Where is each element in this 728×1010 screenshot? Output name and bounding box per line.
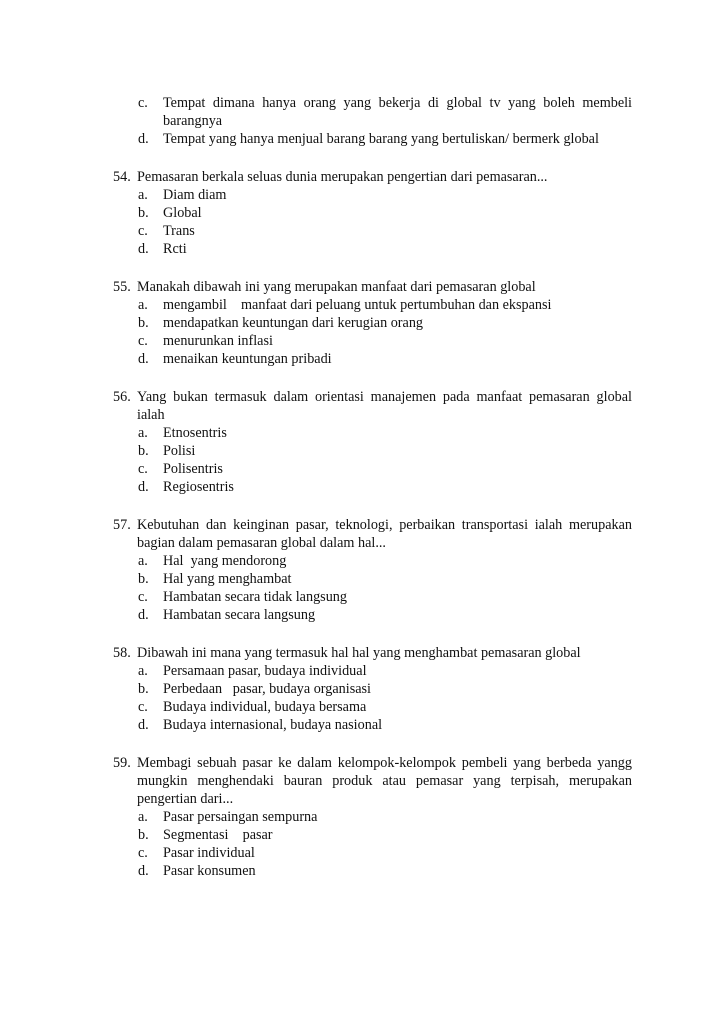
option-text: Budaya individual, budaya bersama xyxy=(163,699,367,715)
question-number: 59. xyxy=(113,755,131,771)
option-item xyxy=(0,478,632,496)
option-text: Tempat dimana hanya orang yang bekerja di global tv yang boleh membeli barangnya xyxy=(163,95,632,129)
question-number: 54. xyxy=(113,169,131,185)
question-stem xyxy=(0,168,632,186)
option-text: Hambatan secara tidak langsung xyxy=(163,589,347,605)
option-letter: b. xyxy=(138,443,149,459)
option-text: Budaya internasional, budaya nasional xyxy=(163,717,383,733)
option-text: Tempat yang hanya menjual barang barang yang bertuliskan/ bermerk global xyxy=(163,131,599,147)
option-letter: b. xyxy=(138,571,149,587)
option-item xyxy=(0,424,632,442)
option-item xyxy=(0,460,632,478)
option-letter: c. xyxy=(138,223,148,239)
carryover-options xyxy=(0,0,728,148)
option-item xyxy=(0,204,632,222)
option-item xyxy=(0,240,632,258)
option-item xyxy=(0,442,632,460)
option-text: Regiosentris xyxy=(163,479,234,495)
question-stem xyxy=(0,754,632,808)
question-stem xyxy=(0,644,632,662)
option-item xyxy=(0,94,632,130)
option-item xyxy=(0,130,632,148)
option-text: menaikan keuntungan pribadi xyxy=(163,351,332,367)
option-item xyxy=(0,808,632,826)
option-letter: b. xyxy=(138,827,149,843)
option-item xyxy=(0,552,632,570)
option-item xyxy=(0,826,632,844)
option-item xyxy=(0,314,632,332)
question-number: 57. xyxy=(113,517,131,533)
option-text: Trans xyxy=(163,223,195,239)
question-number: 55. xyxy=(113,279,131,295)
question-stem xyxy=(0,388,632,424)
option-text: menurunkan inflasi xyxy=(163,333,273,349)
option-letter: d. xyxy=(138,479,149,495)
option-letter: c. xyxy=(138,95,148,111)
option-item xyxy=(0,716,632,734)
option-item xyxy=(0,680,632,698)
option-letter: a. xyxy=(138,297,148,313)
option-letter: a. xyxy=(138,663,148,679)
question-text: Kebutuhan dan keinginan pasar, teknologi, perbaikan transportasi ialah merupakan bagian dalam pemasaran global dalam hal... xyxy=(137,517,632,551)
option-text: Pasar persaingan sempurna xyxy=(163,809,318,825)
option-letter: c. xyxy=(138,845,148,861)
option-letter: b. xyxy=(138,205,149,221)
option-item xyxy=(0,662,632,680)
option-item xyxy=(0,350,632,368)
option-letter: a. xyxy=(138,809,148,825)
option-letter: d. xyxy=(138,607,149,623)
option-text: Etnosentris xyxy=(163,425,227,441)
question-stem xyxy=(0,516,632,552)
question-55 xyxy=(0,278,728,368)
option-letter: a. xyxy=(138,187,148,203)
question-text: Membagi sebuah pasar ke dalam kelompok-kelompok pembeli yang berbeda yangg mungkin menghendaki bauran produk atau pemasar yang terpisah, merupakan pengertian dari... xyxy=(137,755,632,807)
option-letter: d. xyxy=(138,131,149,147)
question-57 xyxy=(0,516,728,624)
question-text: Pemasaran berkala seluas dunia merupakan pengertian dari pemasaran... xyxy=(137,169,548,185)
question-number: 58. xyxy=(113,645,131,661)
option-item xyxy=(0,698,632,716)
option-text: Global xyxy=(163,205,202,221)
option-letter: c. xyxy=(138,461,148,477)
question-text: Yang bukan termasuk dalam orientasi manajemen pada manfaat pemasaran global ialah xyxy=(137,389,632,423)
option-text: Hambatan secara langsung xyxy=(163,607,316,623)
option-item xyxy=(0,332,632,350)
option-item xyxy=(0,606,632,624)
question-54 xyxy=(0,168,728,258)
option-letter: b. xyxy=(138,681,149,697)
question-59 xyxy=(0,754,728,880)
option-letter: d. xyxy=(138,351,149,367)
option-text: Rcti xyxy=(163,241,187,257)
option-item xyxy=(0,222,632,240)
question-56 xyxy=(0,388,728,496)
option-text: Persamaan pasar, budaya individual xyxy=(163,663,367,679)
question-stem xyxy=(0,278,632,296)
option-letter: d. xyxy=(138,717,149,733)
option-item xyxy=(0,186,632,204)
option-letter: c. xyxy=(138,589,148,605)
option-text: mengambil manfaat dari peluang untuk pertumbuhan dan ekspansi xyxy=(163,297,552,313)
question-58 xyxy=(0,644,728,734)
option-text: Hal yang menghambat xyxy=(163,571,292,587)
option-letter: c. xyxy=(138,699,148,715)
option-item xyxy=(0,296,632,314)
option-text: mendapatkan keuntungan dari kerugian orang xyxy=(163,315,424,331)
option-letter: b. xyxy=(138,315,149,331)
option-letter: c. xyxy=(138,333,148,349)
option-text: Pasar konsumen xyxy=(163,863,256,879)
option-letter: a. xyxy=(138,553,148,569)
option-text: Diam diam xyxy=(163,187,227,203)
option-text: Pasar individual xyxy=(163,845,255,861)
option-letter: d. xyxy=(138,241,149,257)
option-letter: a. xyxy=(138,425,148,441)
question-number: 56. xyxy=(113,389,131,405)
option-item xyxy=(0,570,632,588)
question-text: Manakah dibawah ini yang merupakan manfaat dari pemasaran global xyxy=(137,279,536,295)
option-text: Segmentasi pasar xyxy=(163,827,273,843)
question-text: Dibawah ini mana yang termasuk hal hal yang menghambat pemasaran global xyxy=(137,645,581,661)
option-item xyxy=(0,862,632,880)
option-text: Perbedaan pasar, budaya organisasi xyxy=(163,681,371,697)
option-text: Polisentris xyxy=(163,461,223,477)
option-letter: d. xyxy=(138,863,149,879)
option-item xyxy=(0,588,632,606)
option-text: Polisi xyxy=(163,443,196,459)
option-text: Hal yang mendorong xyxy=(163,553,287,569)
option-item xyxy=(0,844,632,862)
